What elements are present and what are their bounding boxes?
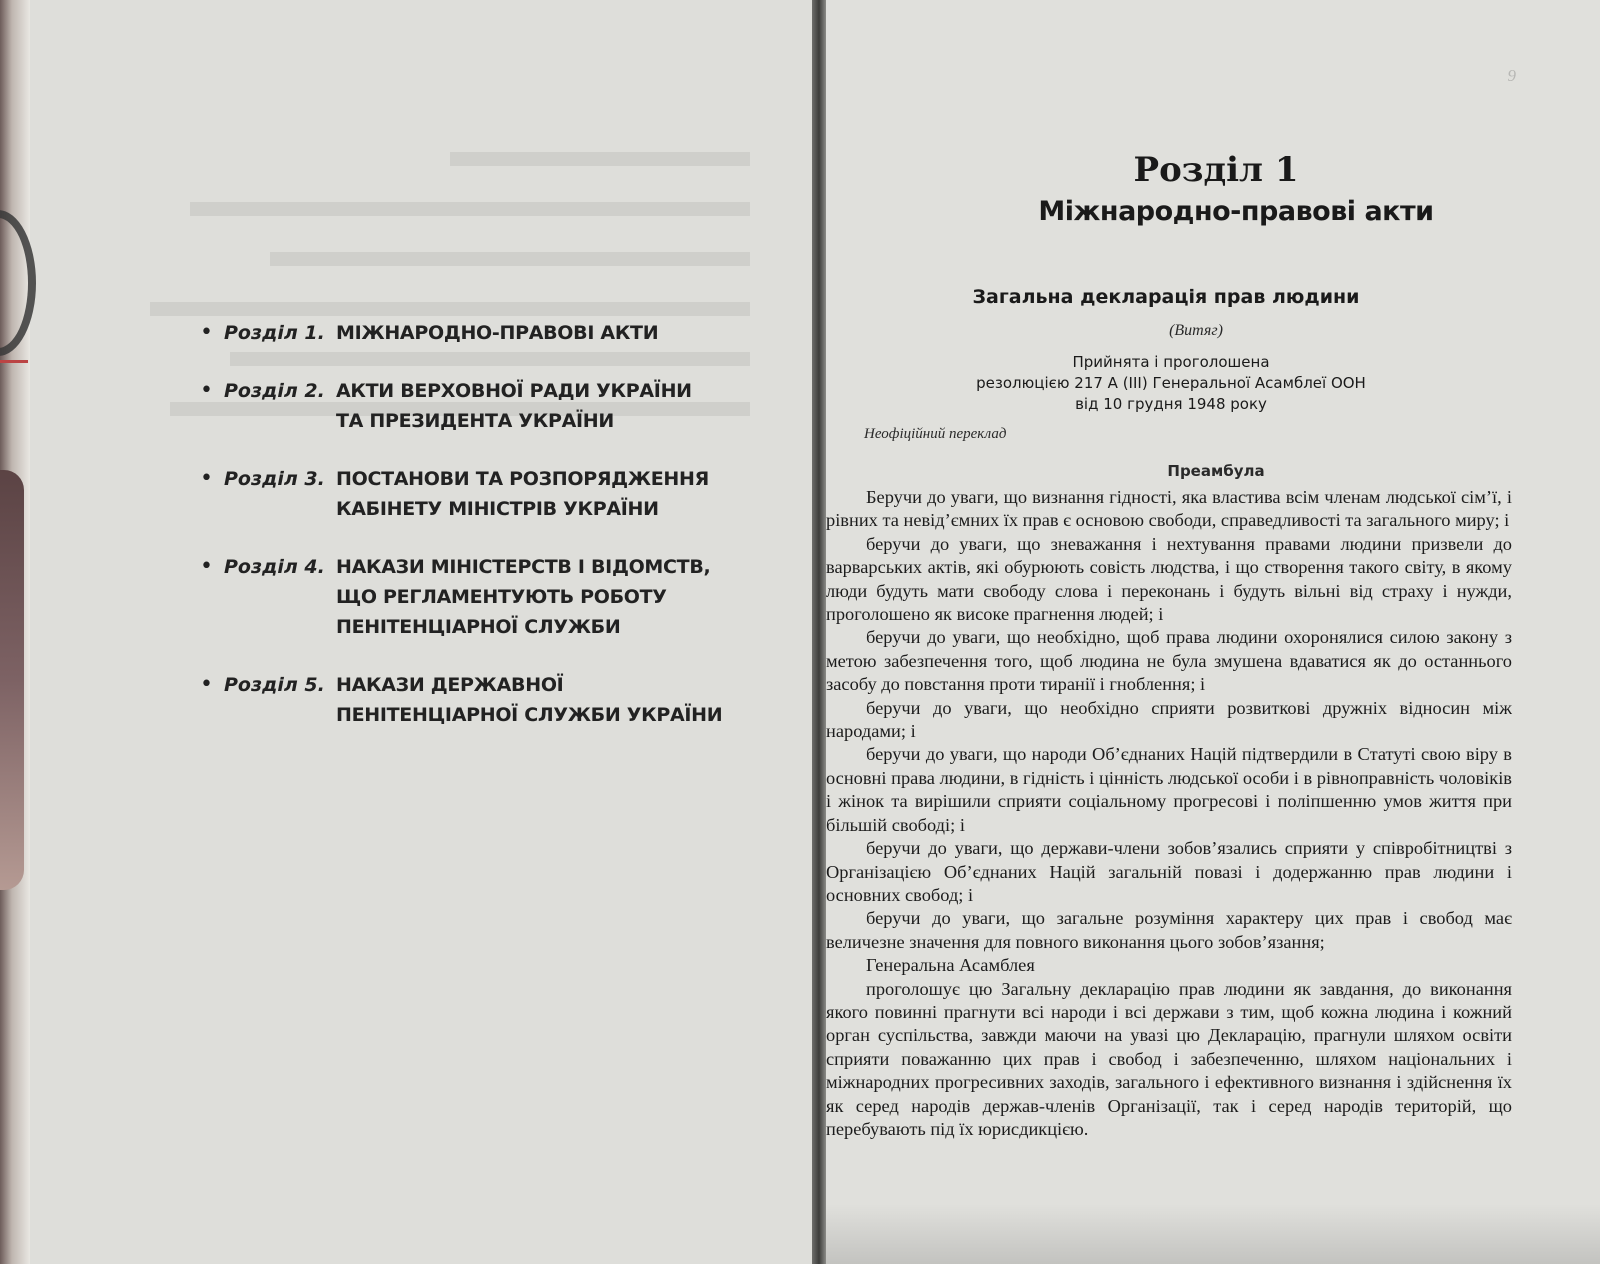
bullet-icon: •	[200, 672, 213, 697]
unofficial-translation-note: Неофіційний переклад	[864, 426, 1007, 442]
adoption-line: Прийнята і проголошена	[1072, 353, 1270, 371]
section-heading	[826, 150, 1600, 227]
toc-title-line: АКТИ ВЕРХОВНОЇ РАДИ УКРАЇНИ	[336, 380, 692, 402]
toc-title-line: НАКАЗИ МІНІСТЕРСТВ І ВІДОМСТВ,	[336, 556, 711, 578]
toc-section-title	[336, 670, 760, 730]
paragraph: беручи до уваги, що загальне розуміння характеру цих прав і свобод має величезне значення для повного виконання цього зобов’язання;	[826, 908, 1512, 952]
bullet-icon: •	[200, 554, 213, 579]
bullet-icon: •	[200, 466, 213, 491]
declaration-title: Загальна декларація прав людини	[972, 286, 1360, 308]
running-head	[826, 66, 1516, 86]
paragraph: беручи до уваги, що держави-члени зобов’язались сприяти у співробітництві з Організацією Об’єднаних Націй загальній повазі і додержанню прав людини і основних свобод; і	[826, 838, 1512, 905]
page-number: 9	[1507, 66, 1516, 85]
toc-title-line: ПЕНІТЕНЦІАРНОЇ СЛУЖБИ	[336, 616, 621, 638]
paragraph: проголошує цю Загальну декларацію прав людини як завдання, до виконання якого повинні прагнути всі народи і всі держави з тим, щоб кожна людина і кожний орган суспільства, завжди маючи на увазі цю Декларацію, прагнули шляхом освіти сприяти поважанню цих прав і свобод і забезпеченню, шляхом національних і міжнародних прогресивних заходів, загального і ефективного визнання і здійснення їх як серед народів держав-членів Організації, так і серед народів територій, що перебувають під їх юрисдикцією.	[826, 978, 1512, 1139]
paragraph: беручи до уваги, що зневажання і нехтування правами людини призвели до варварських актів, які обурюють совість людства, і що створення такого світу, в якому люди будуть мати свободу слова і переконань і будуть вільні від страху і нужди, проголошено як високе прагнення людей; і	[826, 533, 1512, 625]
section-title: Міжнародно-правові акти	[1038, 196, 1434, 227]
right-page	[826, 0, 1600, 1264]
preamble-heading: Преамбула	[1167, 462, 1265, 480]
paragraph: беручи до уваги, що необхідно, щоб права людини охоронялися силою закону з метою забезпечення того, щоб людина не була змушена вдаватися як до останнього засобу до повстання проти тиранії і гноблення; і	[826, 627, 1512, 695]
toc-entry	[200, 318, 760, 348]
toc-title-line: МІЖНАРОДНО-ПРАВОВІ АКТИ	[336, 322, 659, 344]
toc-section-number: Розділ 2.	[224, 380, 325, 402]
paragraph: беручи до уваги, що народи Об’єднаних Націй підтвердили в Статуті свою віру в основні права людини, в гідність і цінність людської особи і в рівноправність чоловіків і жінок та вирішили сприяти соціальному прогресові і поліпшенню умов життя при більшій свободі; і	[826, 744, 1512, 835]
toc-section-title	[336, 464, 760, 524]
toc-entry	[200, 552, 760, 642]
cover-edge-logo	[0, 210, 36, 356]
declaration-subtitle: (Витяг)	[1169, 322, 1223, 339]
table-of-contents	[200, 318, 760, 758]
paragraph: беручи до уваги, що необхідно сприяти розвиткові дружніх відносин між народами; і	[826, 697, 1512, 742]
bullet-icon: •	[200, 378, 213, 403]
preamble-body	[826, 486, 1512, 1141]
page-shadow	[826, 1204, 1600, 1264]
toc-title-line: ПОСТАНОВИ ТА РОЗПОРЯДЖЕННЯ	[336, 468, 709, 490]
toc-title-line: ПЕНІТЕНЦІАРНОЇ СЛУЖБИ УКРАЇНИ	[336, 704, 723, 726]
adoption-line: від 10 грудня 1948 року	[1075, 395, 1267, 413]
toc-section-title	[336, 376, 760, 436]
bullet-icon: •	[200, 320, 213, 345]
toc-section-number: Розділ 3.	[224, 468, 325, 490]
toc-entry	[200, 376, 760, 436]
toc-title-line: КАБІНЕТУ МІНІСТРІВ УКРАЇНИ	[336, 498, 659, 520]
cover-edge-stripe	[0, 360, 28, 363]
toc-section-number: Розділ 1.	[224, 322, 325, 344]
toc-title-line: ТА ПРЕЗИДЕНТА УКРАЇНИ	[336, 410, 614, 432]
adoption-info	[956, 352, 1386, 415]
toc-section-title	[336, 552, 760, 642]
adoption-line: резолюцією 217 А (III) Генеральної Асамблеї ООН	[976, 374, 1366, 392]
toc-title-line: ЩО РЕГЛАМЕНТУЮТЬ РОБОТУ	[336, 586, 667, 608]
paragraph: Генеральна Асамблея	[866, 955, 1035, 976]
section-label: Розділ 1	[1133, 150, 1299, 190]
cover-edge-photo	[0, 470, 24, 890]
toc-section-title	[336, 318, 760, 348]
paragraph: Беручи до уваги, що визнання гідності, яка властива всім членам людської сім’ї, і рівних та невід’ємних їх прав є основою свободи, справедливості та загального миру; і	[826, 487, 1512, 531]
toc-entry	[200, 464, 760, 524]
book-gutter	[812, 0, 826, 1264]
toc-section-number: Розділ 5.	[224, 674, 325, 696]
toc-section-number: Розділ 4.	[224, 556, 325, 578]
toc-entry	[200, 670, 760, 730]
toc-title-line: НАКАЗИ ДЕРЖАВНОЇ	[336, 674, 564, 696]
